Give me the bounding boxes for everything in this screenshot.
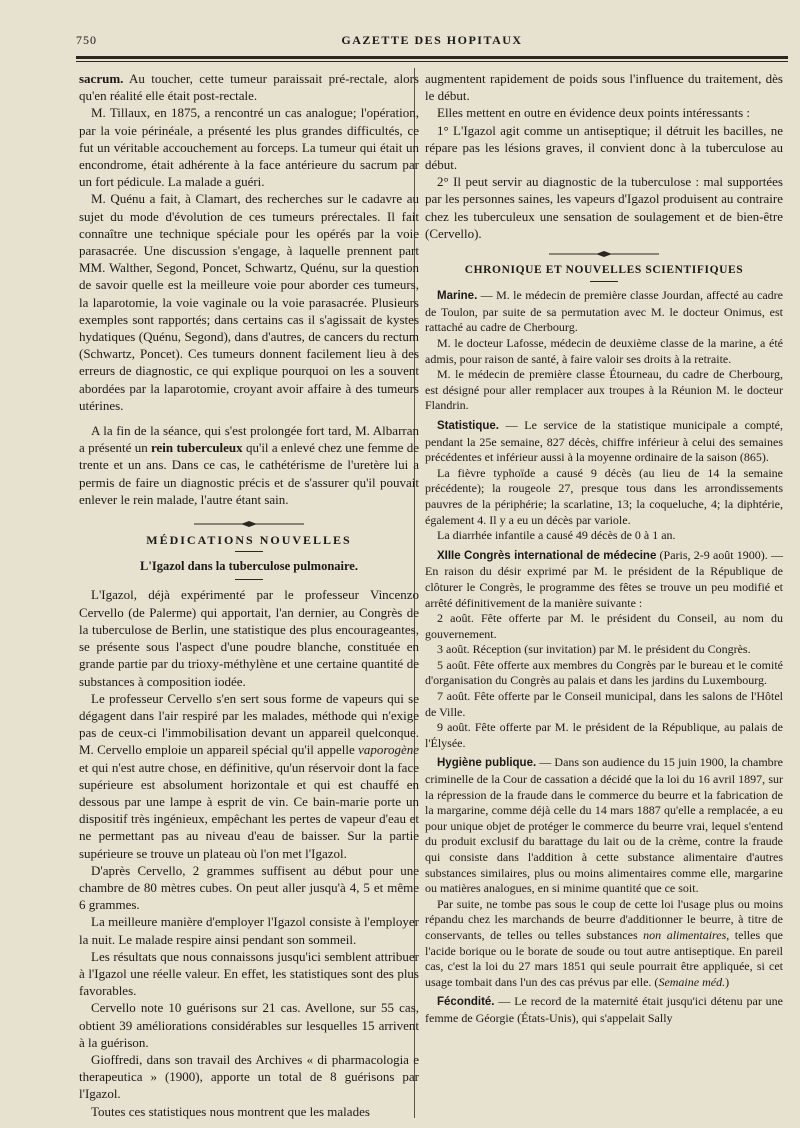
paragraph-text: et qui n'est autre chose, en définitive, qu'un réservoir dont la face supérieure est absolument horizontale et qui est chauffé en dessous par une lampe à esprit de vin. Ce bain-marie porte un dispositif très ingénieux, empêchant les pertes de vapeur d'eau et ne permettant pas au niveau d'eau de baisser. Sur la partie supérieure se trouve un plateau où l'on met l'Igazol. [79,759,419,861]
page-header [76,33,788,49]
paragraph: Gioffredi, dans son travail des Archives « di pharmacologia e therapeutica » (1900), apporte un total de 8 guérisons par l'Igazol. [79,1051,419,1102]
news-lead: Hygiène publique. [437,757,537,770]
italic-term: vaporogène [358,742,419,758]
paragraph-text: — Le record de la maternité était jusqu'ici détenu par une femme de Géorgie (États-Unis), qui s'appelait Sally [425,994,783,1025]
paragraph [425,897,783,991]
paragraph-text: (Paris, 2-9 août 1900). — En raison du désir exprimé par M. le président de la République de clôturer le Congrès, le programme des fêtes se trouve un peu modifié et arrêté définitivement de la manière suivante : [425,547,783,610]
paragraph-text: Le professeur Cervello s'en sert sous forme de vapeurs qui se dégagent dans l'air respiré par les malades, méthode qui n'exige pas de ceux-ci l'immobilisation devant un appareil quelconque. M. Cervello emploie un appareil spécial qu'il appelle [79,690,419,758]
news-lead: Marine. [437,290,478,303]
bold-word: sacrum. [79,71,124,86]
paragraph: augmentent rapidement de poids sous l'influence du traitement, dès le début. [425,71,783,104]
paragraph-text: — Dans son audience du 15 juin 1900, la chambre criminelle de la Cour de cassation a décidé que la loi du 16 avril 1897, sur la répression de la fraude dans le commerce du beurre et la fabrication de la margarine, comme déjà celle du 14 mars 1887 qu'elle a remplacée, a eu pour unique objet de protéger le commerce du beurre vrai, lequel s'entend du produit exclusif du barattage du lait ou de la crème, contre la fraude qui consiste dans l'addition à cette substance alimentaire d'autres substances similaires, plus ou moins alimentaires comme elle, margarine ou matières analogues, en si minime quantité que ce soit. [425,755,784,896]
paragraph-text: , telles que l'acide borique ou le borate de soude ou tout autre antiseptique. En pareil cas, c'est la loi du 27 mars 1851 qui seule pourrait être appliquée, si cet usage tombait dans l'un des cas prévus par elle. ( [425,927,783,989]
short-rule [235,551,263,552]
paragraph: 2° Il peut servir au diagnostic de la tuberculose : mal supportées par les personnes saines, les vapeurs d'Igazol produisent au contraire chez les tuberculeux une sensation de soulagement et de bien-être (Cervello). [425,174,783,241]
short-rule [235,579,263,580]
news-item [425,994,783,1026]
paragraph: 3 août. Réception (sur invitation) par M. le président du Congrès. [437,642,751,657]
paragraph: Cervello note 10 guérisons sur 21 cas. Avellone, sur 55 cas, obtient 39 améliorations considérables sur lesquelles 15 arrivent à la guérison. [79,1000,419,1050]
page-number: 750 [76,33,97,47]
paragraph: La fièvre typhoïde a causé 9 décès (au lieu de 14 la semaine précédente); la rougeole 27, presque tous dans les arrondissements pauvres de la périphérie; la scarlatine, 13; la coqueluche, 4; la diphtérie, également 4. Il y a eu un décès par variole. [425,465,783,527]
article-subtitle: L'Igazol dans la tuberculose pulmonaire. [140,559,358,574]
right-column [425,70,783,1027]
section-title: MÉDICATIONS NOUVELLES [146,533,352,548]
section-ornament [549,250,659,258]
paragraph: Elles mettent en outre en évidence deux points intéressants : [437,105,750,121]
paragraph: M. Tillaux, en 1875, a rencontré un cas analogue; l'opération, par la voie périnéale, a présenté les plus grandes difficultés, ce fut un véritable accouchement au forceps. La tumeur qui était un encondrome, était adhérente à la face antérieure du sacrum par un fort pédicule. La malade a guéri. [79,105,419,190]
news-item [425,755,783,896]
paragraph-text: A la fin de la séance, qui s'est prolongée fort tard, M. Albarran a présenté un [79,423,419,456]
italic-term: non alimentaires [643,927,727,942]
header-rule-thick [76,56,788,59]
section-ornament [194,520,304,528]
news-item [425,548,783,611]
paragraph-text: — M. le médecin de première classe Jourdan, affecté au cadre de Toulon, par suite de sa permutation avec M. le docteur Onimus, est rattaché au cadre de Cherbourg. [425,288,783,335]
paragraph: L'Igazol, déjà expérimenté par le professeur Vincenzo Cervello (de Palerme) qui apportait, l'an dernier, au Congrès de la tuberculose de Berlin, une statistique des plus encourageantes, se présente sous l'aspect d'une poudre blanche, constituée en grande partie par du trioxy-méthylène et une certaine quantité de substances à composition iodée. [79,587,419,689]
paragraph-text: Par suite, ne tombe pas sous le coup de cette loi l'usage plus ou moins répandu chez les marchands de beurre d'additionner le beurre, à titre de conservants, de telles ou telles substances [425,896,783,942]
paragraph: 7 août. Fête offerte par le Conseil municipal, dans les salons de l'Hôtel de Ville. [425,689,783,719]
news-item [425,288,783,336]
paragraph: Les résultats que nous connaissons jusqu'ici semblent attribuer à l'Igazol une réelle valeur. En effet, les statistiques sont des plus favorables. [79,948,419,999]
paragraph: Toutes ces statistiques nous montrent que les malades [91,1103,370,1119]
paragraph: 2 août. Fête offerte par M. le président du Conseil, au nom du gouvernement. [425,611,783,641]
bold-phrase: rein tuberculeux [151,440,243,456]
paragraph-text: ) [725,974,730,989]
header-rule-thin [76,61,788,62]
paragraph [79,70,419,104]
left-column [79,70,419,1120]
news-lead: XIIIe Congrès international de médecine [437,549,657,562]
section-title: CHRONIQUE ET NOUVELLES SCIENTIFIQUES [464,264,744,277]
paragraph: 5 août. Fête offerte aux membres du Congrès par le bureau et le comité d'organisation du Congrès au palais et dans les jardins du Luxembourg. [425,657,783,688]
paragraph [79,690,419,862]
paragraph: 1° L'Igazol agit comme un antiseptique; il détruit les bacilles, ne répare pas les lésions graves, il convient donc à la tuberculose au début. [425,122,783,173]
paragraph-text: Au toucher, cette tumeur paraissait pré-rectale, alors qu'en réalité elle était post-rectale. [79,71,419,104]
paragraph [79,422,419,508]
paragraph: M. le docteur Lafosse, médecin de deuxième classe de la marine, a été admis, pour raison de santé, à faire valoir ses droits à la retraite. [425,336,783,366]
news-item [425,418,783,466]
paragraph-text: — Le service de la statistique municipale a compté, pendant la 25e semaine, 827 décès, chiffre inférieur à celui des semaines précédentes et inférieur aussi à la moyenne ordinaire de la saison (865). [425,417,783,465]
paragraph: La meilleure manière d'employer l'Igazol consiste à l'employer la nuit. Le malade respire ainsi pendant son sommeil. [79,914,419,947]
paragraph: 9 août. Fête offerte par M. le président de la République, au palais de l'Élysée. [425,720,783,750]
journal-title: GAZETTE DES HOPITAUX [341,33,523,47]
short-rule [590,281,618,282]
news-lead: Statistique. [437,419,499,432]
source-citation: Semaine méd. [658,974,726,989]
paragraph: La diarrhée infantile a causé 49 décès de 0 à 1 an. [437,528,676,543]
paragraph-text: qu'il a enlevé chez une femme de trente et un ans. Dans ce cas, le cathétérisme de l'uretère lui a permis de faire un diagnostic précis et de s'assurer qu'il pouvait enlever le rein malade, l'autre étant sain. [79,440,420,507]
paragraph: M. Quénu a fait, à Clamart, des recherches sur le cadavre au sujet du mode d'évolution de ces tumeurs prérectales. Il fait connaître une technique spéciale pour les opérés par la voie parasacrée. Une discussion s'engage, à laquelle prennent part MM. Walther, Segond, Poncet, Schwartz, Quénu, sur la question de savoir quelle est la meilleure voie pour aborder ces tumeurs, la laparotomie, la voie vaginale ou la voie parasacrée. Plusieurs exemples sont rapportés; dans certains cas il s'agissait de kystes hydatiques (Quénu, Segond), dans d'autres, de cancers du rectum (Schwartz, Poncet). Ces tumeurs donnent facilement lieu à des erreurs de diagnostic, ce qui explique pourquoi on les a souvent abordées par la laparotomie, croyant avoir affaire à des tumeurs utérines. [79,191,419,413]
paragraph: M. le médecin de première classe Étourneau, du cadre de Cherbourg, est désigné pour aller remplacer aux troupes à la Réunion M. le docteur Flandrin. [425,367,783,413]
news-lead: Fécondité. [437,996,495,1009]
paragraph: D'après Cervello, 2 grammes suffisent au début pour une chambre de 80 mètres cubes. On peut aller jusqu'à 4, 5 et même 6 grammes. [79,862,419,913]
